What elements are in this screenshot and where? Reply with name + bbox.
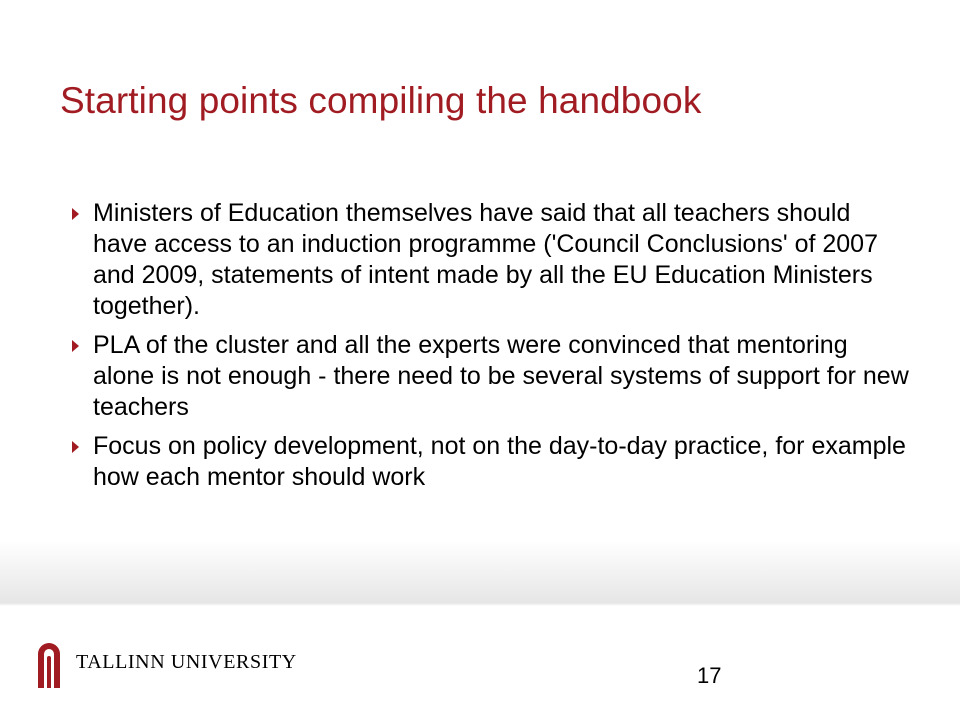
bullet-item xyxy=(60,431,910,493)
triangle-right-icon xyxy=(72,208,79,220)
bullet-list xyxy=(60,198,910,501)
page-number: 17 xyxy=(697,663,722,688)
bullet-text: PLA of the cluster and all the experts were convinced that mentoring alone is not enough - there need to be several systems of support for new teachers xyxy=(93,331,909,421)
tallinn-university-logo-icon xyxy=(34,636,64,688)
university-logo xyxy=(34,636,297,688)
bullet-text: Ministers of Education themselves have said that all teachers should have access to an induction programme ('Council Conclusions' of 2007 and 2009, statements of intent made by all the EU Education Ministers together). xyxy=(93,199,878,320)
bullet-text: Focus on policy development, not on the day-to-day practice, for example how each mentor should work xyxy=(93,432,906,491)
bullet-item xyxy=(60,330,910,423)
triangle-right-icon xyxy=(72,441,79,453)
slide-title: Starting points compiling the handbook xyxy=(60,80,702,121)
triangle-right-icon xyxy=(72,340,79,352)
logo-text: TALLINN UNIVERSITY xyxy=(76,650,297,673)
bullet-item xyxy=(60,198,910,322)
